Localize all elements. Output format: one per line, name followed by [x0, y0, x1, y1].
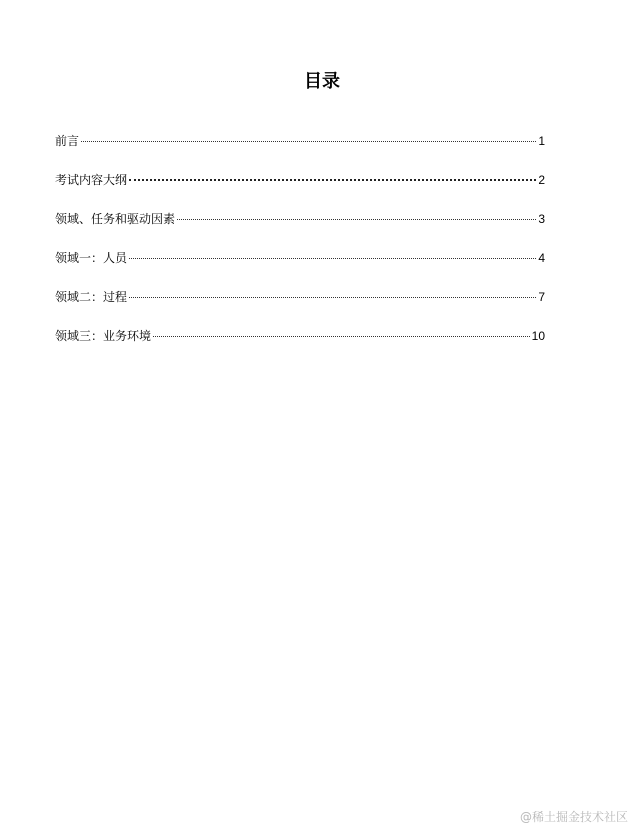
toc-page-number: 1	[538, 134, 545, 148]
toc-entry-label: 考试内容大纲	[55, 173, 128, 187]
dot-leader	[81, 141, 536, 142]
toc-entry-label: 领域二：过程	[55, 290, 128, 304]
dot-leader	[129, 258, 536, 259]
table-of-contents	[55, 131, 545, 365]
watermark: @稀土掘金技术社区	[519, 810, 628, 824]
toc-entry-domains-tasks[interactable]	[55, 209, 545, 248]
toc-page-number: 3	[538, 212, 545, 226]
toc-page-number: 2	[538, 173, 545, 187]
dot-leader	[153, 336, 530, 337]
toc-entry-label: 领域、任务和驱动因素	[55, 212, 176, 226]
dot-leader	[129, 297, 536, 298]
toc-entry-domain-process[interactable]	[55, 287, 545, 326]
dot-leader	[177, 219, 536, 220]
toc-page-number: 4	[538, 251, 545, 265]
toc-entry-exam-outline[interactable]	[55, 170, 545, 209]
toc-entry-label: 领域三：业务环境	[55, 329, 152, 343]
toc-entry-label: 领域一：人员	[55, 251, 128, 265]
toc-entry-label: 前言	[55, 134, 80, 148]
dot-leader	[129, 179, 536, 181]
toc-page-number: 10	[531, 329, 545, 343]
toc-page-number: 7	[538, 290, 545, 304]
toc-title: 目录	[304, 71, 340, 92]
toc-entry-preface[interactable]	[55, 131, 545, 170]
toc-entry-domain-people[interactable]	[55, 248, 545, 287]
toc-entry-domain-business-environment[interactable]	[55, 326, 545, 365]
